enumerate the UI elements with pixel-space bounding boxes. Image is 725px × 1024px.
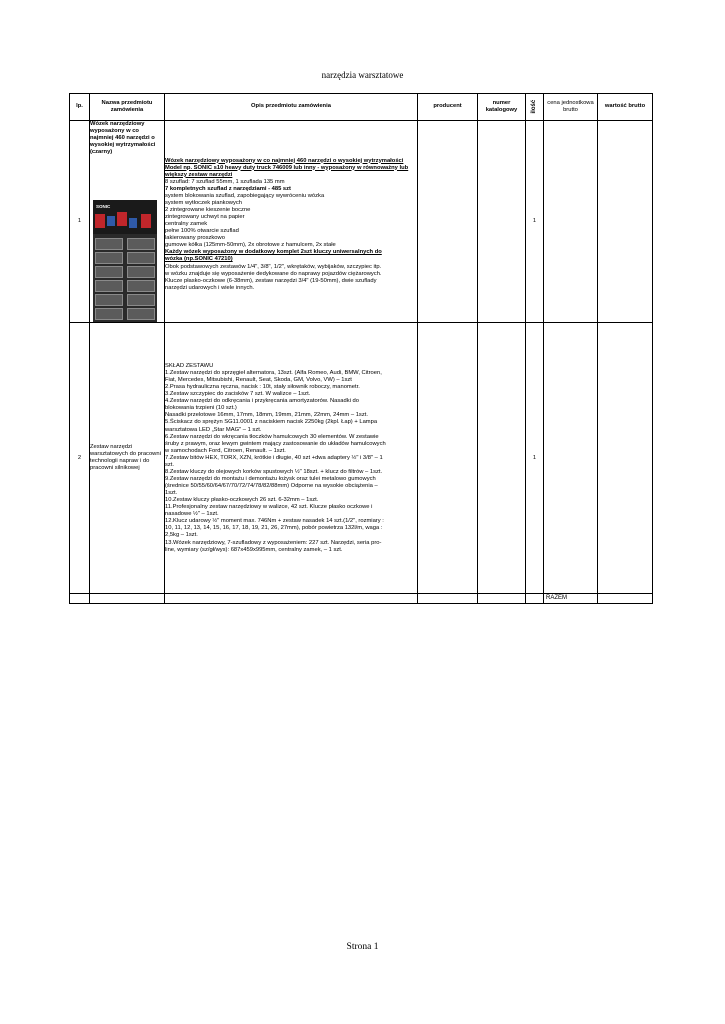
desc-line: system blokowania szuflad, zapobiegający wywróceniu wózka (165, 192, 325, 199)
row-name-cell (90, 121, 165, 323)
desc-line: 10, 11, 12, 13, 14, 15, 16, 17, 18, 19, 21, 26, 27mm), pobór powietrza 132l/m, waga : (165, 525, 383, 532)
desc-line: Każdy wózek wyposażony w dodatkowy komplet 2szt kluczy uniwersalnych do (165, 249, 382, 256)
desc-line: 6.Zestaw narzędzi do wkręcania tłoczków hamulcowych 30 elementów. W zestawie (165, 433, 379, 440)
desc-line: 2,5kg – 1szt. (165, 532, 198, 539)
row-qty: 1 (526, 323, 544, 594)
row-value[interactable] (598, 121, 653, 323)
desc-line: 8.Zestaw kluczy do olejowych korków spustowych ½" 18szt. + klucz do filtrów – 1szt. (165, 468, 383, 475)
header-qty-label: ilość (530, 100, 537, 114)
desc-line: w samochodach Ford, Citroen, Renault. – 1szt. (165, 447, 286, 454)
desc-line: w wózku znajduje się wyposażenie dedykowane do naprawy pojazdów ciężarowych. (165, 270, 382, 277)
desc-line: SKŁAD ZESTAWU (165, 362, 214, 369)
desc-line: 8 szuflad: 7 szuflad 55mm, 1 szuflada 135 mm (165, 178, 285, 185)
header-price: cena jednostkowa brutto (544, 94, 598, 121)
row-catalog[interactable] (478, 323, 526, 594)
desc-line: line, wymiary (sz/gł/wys): 687x459x995mm, centralny zamek, – 1 szt. (165, 546, 343, 553)
cart-logo: SONIC (96, 204, 111, 210)
page-title: narzędzia warsztatowe (321, 70, 404, 80)
desc-line: 10.Zestaw kluczy płasko-oczkowych 26 szt. 6-32mm – 1szt. (165, 497, 319, 504)
row-lp: 1 (70, 121, 90, 323)
desc-line: 2.Prasa hydrauliczna ręczna, nacisk : 10t, stały siłownik roboczy, manometr. (165, 384, 360, 391)
header-value: wartość brutto (598, 94, 653, 121)
row-description (165, 323, 418, 594)
desc-line: Obok podstawowych zestawów 1/4", 3/8", 1/2", wkrętaków, wybijaków, szczypiec itp. (165, 263, 382, 270)
desc-line: 3.Zestaw szczypiec do zacisków 7 szt. W walizce – 1szt. (165, 391, 311, 398)
desc-line: 12.Klucz udarowy ½" moment max. 746Nm + zestaw nasadek 14 szt.(1/2", rozmiary : (165, 518, 384, 525)
table-header-row (70, 94, 653, 121)
row-catalog[interactable] (478, 121, 526, 323)
row-name: Zestaw narzędzi warsztatowych do pracowni technologii napraw i do pracowni silnikowej (90, 323, 165, 594)
table-row (70, 121, 653, 323)
desc-line: wózka (np.SONIC 47210) (165, 256, 233, 263)
desc-line: blokowania trzpieni (10 szt.) (165, 405, 237, 412)
desc-line: centralny zamek (165, 221, 208, 228)
header-desc: Opis przedmiotu zamówienia (165, 94, 418, 121)
desc-line: Wózek narzędziowy wyposażony w co najmniej 460 narzędzi o wysokiej wytrzymałości (165, 157, 404, 164)
row-lp: 2 (70, 323, 90, 594)
desc-line: (średnice 50/55/60/64/67/70/72/74/78/82/88mm) Odporne na wysokie obciążenia – (165, 483, 378, 490)
desc-line: system wytłoczek piankowych (165, 199, 242, 206)
desc-line: 9.Zestaw narzędzi do montażu i demontażu łożysk oraz tulei metalowo gumowych (165, 475, 376, 482)
row-description (165, 121, 418, 323)
desc-line: 5.Ściskacz do sprężyn SG11.0001 z naciskiem nacisk 2250kg (2kpl. Łap) + Lampa (165, 419, 378, 426)
summary-total[interactable] (598, 594, 653, 604)
desc-line: szt. (165, 461, 175, 468)
desc-line: zintegrowany uchwyt na papier (165, 214, 245, 221)
desc-line: 11.Profesjonalny zestaw narzędziowy w walizce, 42 szt. Klucze płasko oczkowe i (165, 504, 373, 511)
desc-line: Nasadki przelotowe 16mm, 17mm, 18mm, 19mm, 21mm, 22mm, 24mm – 1szt. (165, 412, 368, 419)
header-catalog: numer katalogowy (478, 94, 526, 121)
page-footer: Strona 1 (346, 942, 379, 952)
desc-line: 13.Wózek narzędziowy, 7-szufladowy z wyposażeniem: 227 szt. Narzędzi, seria pro- (165, 539, 382, 546)
desc-line: warsztatowa LED „Star MAG" – 1 szt. (165, 426, 262, 433)
desc-line: 7.Zestaw bitów HEX, TORX, XZN, krótkie i długie, 40 szt +dwa adaptery ½" i 3/8" – 1 (165, 454, 383, 461)
header-lp: lp. (70, 94, 90, 121)
header-qty (526, 94, 544, 121)
table-row (70, 323, 653, 594)
desc-line: Model np. SONIC s10 heavy duty truck 746009 lub inny - wyposażony w równoważny lub (165, 164, 409, 171)
row-qty: 1 (526, 121, 544, 323)
desc-line: 4.Zestaw narzędzi do odkręcania i przykręcania amortyzatorów. Nasadki do (165, 398, 359, 405)
row-value[interactable] (598, 323, 653, 594)
desc-line: większy zestaw narzędzi (165, 171, 233, 178)
row-price[interactable] (544, 121, 598, 323)
order-table (69, 93, 653, 604)
row-price[interactable] (544, 323, 598, 594)
desc-line: gumowe kółka (125mm-50mm), 2x obrotowe z hamulcem, 2x stałe (165, 242, 336, 249)
summary-label: RAZEM (544, 594, 598, 604)
desc-line: lakierowany proszkowo (165, 235, 225, 242)
header-producer: producent (418, 94, 478, 121)
desc-line: 1szt. (165, 490, 178, 497)
desc-line: nasadowe ½" – 1szt. (165, 511, 219, 518)
desc-line: Klucze płasko-oczkowe (6-38mm), zestaw narzędzi 3/4" (19-50mm), dwie szuflady (165, 277, 377, 284)
desc-line: Fiat, Mercedes, Mitsubishi, Renault, Seat, Skoda, GM, Volvo, VW) – 1szt (165, 377, 352, 384)
row-producer[interactable] (418, 323, 478, 594)
row-producer[interactable] (418, 121, 478, 323)
row-name: Wózek narzędziowy wyposażony w co najmniej 460 narzędzi o wysokiej wytrzymałości (czarny) (90, 121, 156, 156)
tool-cart-image (93, 200, 157, 322)
header-name: Nazwa przedmiotu zamówienia (90, 94, 165, 121)
desc-line: 2 zintegrowane kieszenie boczne (165, 207, 251, 213)
desc-line: 1.Zestaw narzędzi do sprzęgieł alternatora, 13szt. (Alfa Romeo, Audi, BMW, Citroen, (165, 370, 382, 377)
desc-line: śruby z prawym, oraz lewym gwintem mający zastosowanie do układów hamulcowych (165, 440, 386, 447)
summary-row (70, 594, 653, 604)
desc-line: narzędzi udarowych i wiele innych. (165, 284, 255, 291)
desc-line: pełne 100% otwarcie szuflad (165, 228, 239, 235)
desc-line: 7 kompletnych szuflad z narzędziami - 485 szt (165, 185, 291, 192)
